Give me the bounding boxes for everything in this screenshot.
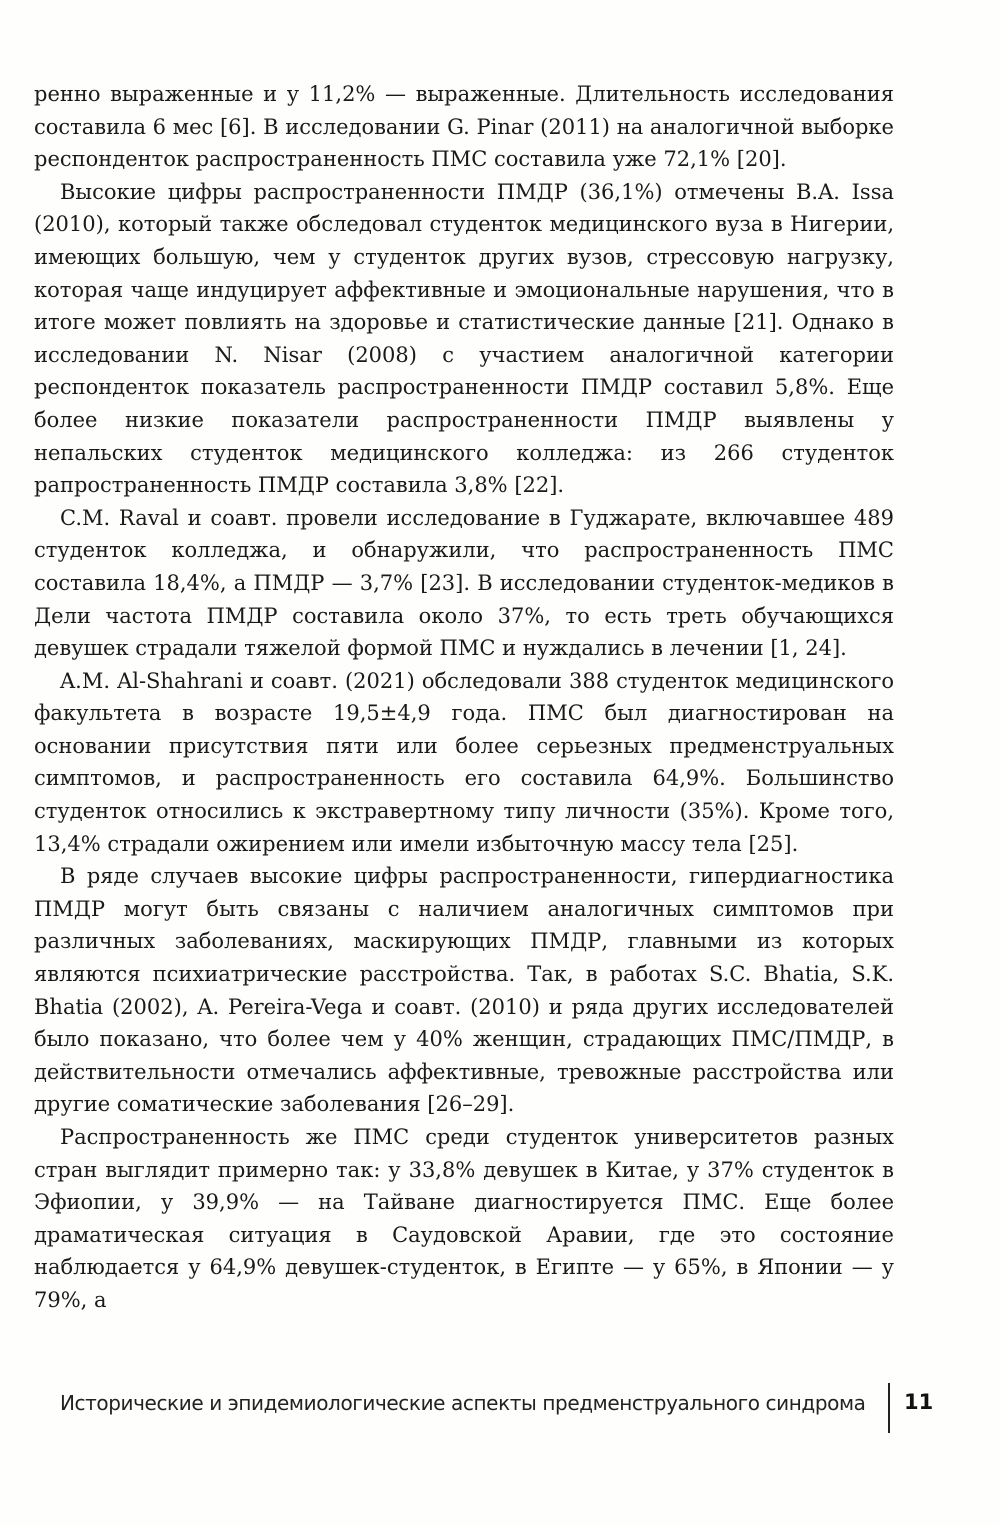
page-number: 11 (904, 1390, 934, 1414)
footer-divider (888, 1383, 890, 1433)
paragraph-1: ренно выраженные и у 11,2% — выраженные. Длительность исследования составила 6 мес [6]. В исследовании G. Pinar (2011) на аналогичной выборке респонденток распространенность ПМС составила уже 72,1% [20]. (34, 82, 894, 172)
paragraph-4: A.M. Al-Shahrani и соавт. (2021) обследовали 388 студенток медицинского факультета в возрасте 19,5±4,9 года. ПМС был диагностирован на основании присутствия пяти или более серьезных предменструальных симптомов, и распространенность его составила 64,9%. Большинство студенток относились к экстравертному типу личности (35%). Кроме того, 13,4% страдали ожирением или имели избыточную массу тела [25]. (34, 668, 894, 856)
paragraph-3: C.M. Raval и соавт. провели исследование в Гуджарате, включавшее 489 студенток колледжа, и обнаружили, что распространенность ПМС составила 18,4%, а ПМДР — 3,7% [23]. В исследовании студенток-медиков в Дели частота ПМДР составила около 37%, то есть треть обучающихся девушек страдали тяжелой формой ПМС и нуждались в лечении [1, 24]. (34, 505, 894, 661)
paragraph-2: Высокие цифры распространенности ПМДР (36,1%) отмечены B.A. Issa (2010), который также обследовал студенток медицинского вуза в Нигерии, имеющих большую, чем у студенток других вузов, стрессовую нагрузку, которая чаще индуцирует аффективные и эмоциональные нарушения, что в итоге может повлиять на здоровье и статистические данные [21]. Однако в исследовании N. Nisar (2008) с участием аналогичной категории респонденток показатель распространенности ПМДР составил 5,8%. Еще более низкие показатели распространенности ПМДР выявлены у непальских студенток медицинского колледжа: из 266 студенток рапространенность ПМДР составила 3,8% [22]. (34, 179, 894, 498)
running-title: Исторические и эпидемиологические аспекты предменструального синдрома (60, 1391, 866, 1415)
paragraph-6: Распространенность же ПМС среди студенток университетов разных стран выглядит примерно так: у 33,8% девушек в Китае, у 37% студенток в Эфиопии, у 39,9% — на Тайване диагностируется ПМС. Еще более драматическая ситуация в Саудовской Аравии, где это состояние наблюдается у 64,9% девушек-студенток, в Египте — у 65%, в Японии — у 79%, а (34, 1125, 894, 1312)
paragraph-5: В ряде случаев высокие цифры распространенности, гипердиагностика ПМДР могут быть связаны с наличием аналогичных симптомов при различных заболеваниях, маскирующих ПМДР, главными из которых являются психиатрические расстройства. Так, в работах S.C. Bhatia, S.K. Bhatia (2002), A. Pereira-Vega и соавт. (2010) и ряда других исследователей было показано, что более чем у 40% женщин, страдающих ПМС/ПМДР, в действительности отмечались аффективные, тревожные расстройства или другие соматические заболевания [26–29]. (34, 864, 894, 1117)
body-text (34, 78, 894, 1317)
page-footer (0, 1383, 1000, 1433)
